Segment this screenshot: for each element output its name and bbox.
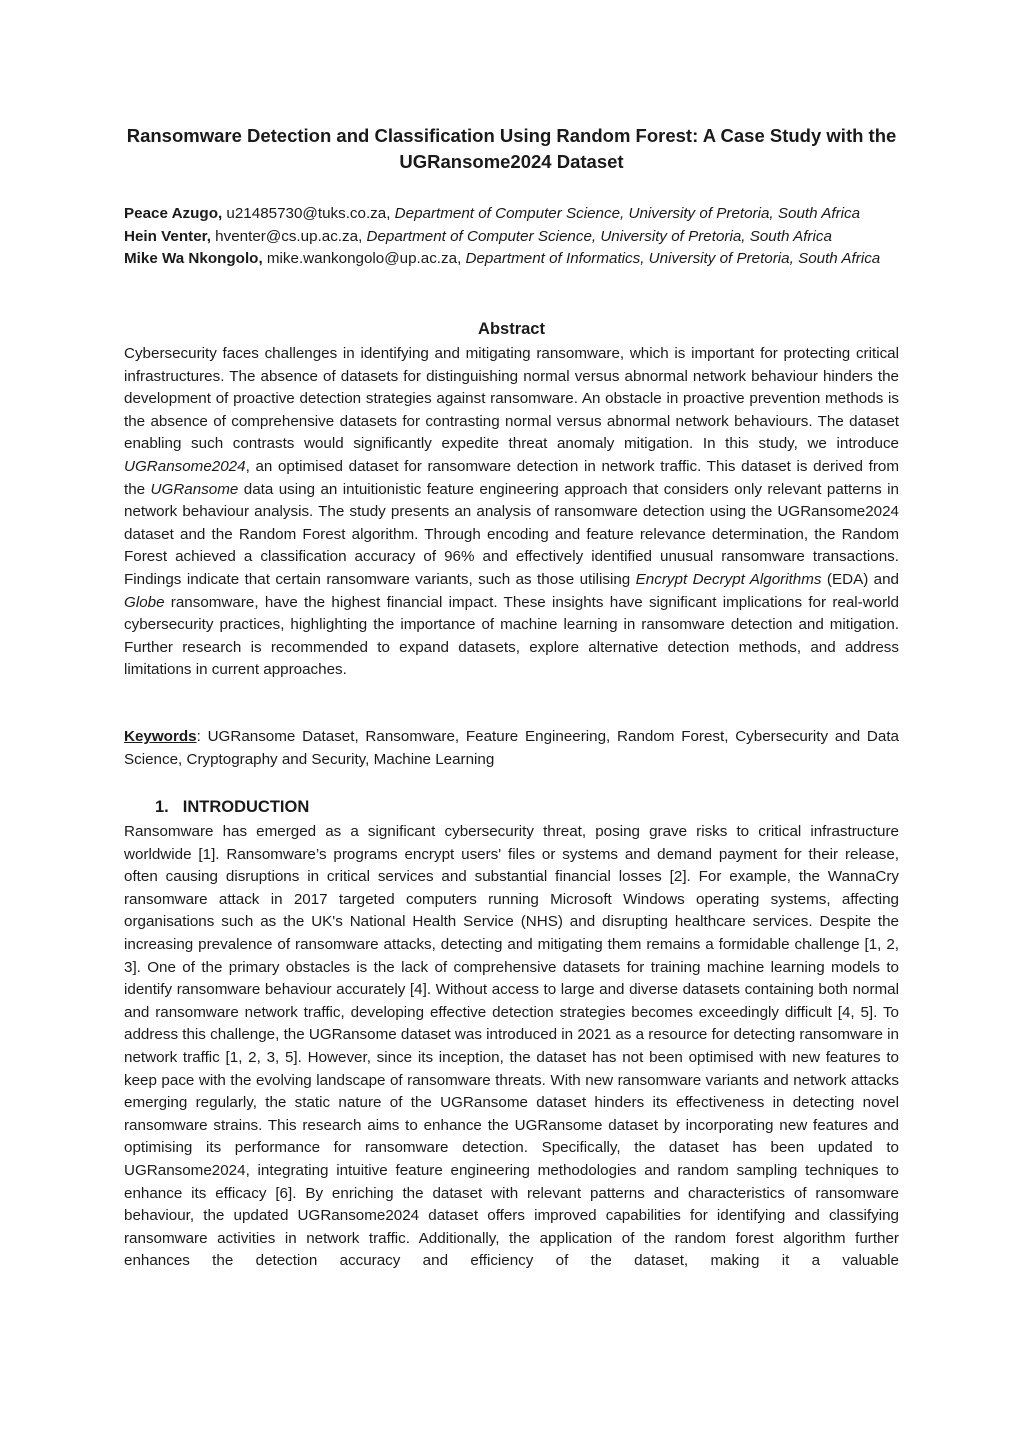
author-name: Peace Azugo, [124,205,223,222]
section-title: INTRODUCTION [182,798,310,816]
abstract-text: Cybersecurity faces challenges in identifying and mitigating ransomware, which is important for protecting critical infrastructures. The absence of datasets for distinguishing normal versus abnormal network behaviour hinders the development of proactive detection strategies against ransomware. An obstacle in proactive prevention methods is the absence of comprehensive datasets for contrasting normal versus abnormal network behaviours. The dataset enabling such contrasts would significantly expedite threat anomaly mitigation. In this study, we introduce [124,345,899,453]
author-list [124,203,899,271]
author-affiliation: Department of Informatics, University of Pretoria, South Africa [461,250,881,268]
abstract-emphasis: Globe [124,593,165,611]
section-number: 1. [155,798,169,816]
abstract-emphasis: UGRansome2024 [124,457,246,475]
author-email: hventer@cs.up.ac.za, [210,227,363,245]
author-entry [124,248,899,271]
author-affiliation: Department of Computer Science, University of Pretoria, South Africa [390,205,861,222]
author-name: Mike Wa Nkongolo, [124,250,263,268]
abstract-emphasis: UGRansome [150,480,239,498]
author-entry [124,226,899,249]
section-heading-introduction [155,798,309,817]
abstract-text: ransomware, have the highest financial impact. These insights have significant implications for real-world cybersecurity practices, highlighting the importance of machine learning in ransomware detection and mitigation. Further research is recommended to expand datasets, explore alternative detection methods, and address limitations in current approaches. [124,593,899,679]
author-affiliation: Department of Computer Science, University of Pretoria, South Africa [362,227,832,245]
abstract-text: , an optimised dataset for ransomware detection in network traffic. This dataset is derived from the [124,457,899,498]
author-email: mike.wankongolo@up.ac.za, [262,250,462,268]
author-email: u21485730@tuks.co.za, [222,205,391,222]
paper-title: Ransomware Detection and Classification Using Random Forest: A Case Study with the UGRansome2024 Dataset [126,125,897,172]
author-entry [124,203,899,226]
abstract-text: data using an intuitionistic feature engineering approach that considers only relevant patterns in network behaviour analysis. The study presents an analysis of ransomware detection using the UGRansome2024 dataset and the Random Forest algorithm. Through encoding and feature relevance determination, the Random Forest achieved a classification accuracy of 96% and effectively identified unusual ransomware transactions. Findings indicate that certain ransomware variants, such as those utilising [124,480,899,588]
abstract-heading: Abstract [478,320,545,338]
introduction-body: Ransomware has emerged as a significant cybersecurity threat, posing grave risks to critical infrastructure worldwide [1]. Ransomware’s programs encrypt users' files or systems and demand payment for their release, often causing disruptions in critical services and substantial financial losses [2]. For example, the WannaCry ransomware attack in 2017 targeted computers running Microsoft Windows operating systems, affecting organisations such as the UK's National Health Service (NHS) and disrupting healthcare services. Despite the increasing prevalence of ransomware attacks, detecting and mitigating them remains a formidable challenge [1, 2, 3]. One of the primary obstacles is the lack of comprehensive datasets for training machine learning models to identify ransomware behaviour accurately [4]. Without access to large and diverse datasets containing both normal and ransomware network traffic, developing effective detection strategies becomes exceedingly difficult [4, 5]. To address this challenge, the UGRansome dataset was introduced in 2021 as a resource for detecting ransomware in network traffic [1, 2, 3, 5]. However, since its inception, the dataset has not been optimised with new features to keep pace with the evolving landscape of ransomware threats. With new ransomware variants and network attacks emerging regularly, the static nature of the UGRansome dataset hinders its effectiveness in detecting novel ransomware strains. This research aims to enhance the UGRansome dataset by incorporating new features and optimising its performance for ransomware detection. Specifically, the dataset has been updated to UGRansome2024, integrating intuitive feature engineering methodologies and random sampling techniques to enhance its efficacy [6]. By enriching the dataset with relevant patterns and characteristics of ransomware behaviour, the updated UGRansome2024 dataset offers improved capabilities for identifying and classifying ransomware activities in network traffic. Additionally, the application of the random forest algorithm further enhances the detection accuracy and efficiency of the dataset, making it a valuable [124,823,899,1270]
abstract-emphasis: Encrypt Decrypt Algorithms [635,570,822,588]
author-name: Hein Venter, [124,227,211,245]
keywords-list: : UGRansome Dataset, Ransomware, Feature Engineering, Random Forest, Cybersecurity and Data Science, Cryptography and Security, Machine Learning [124,728,899,768]
keywords [124,726,899,771]
abstract-text: (EDA) and [821,570,900,588]
abstract-body [124,343,899,682]
keywords-label: Keywords [124,728,197,745]
